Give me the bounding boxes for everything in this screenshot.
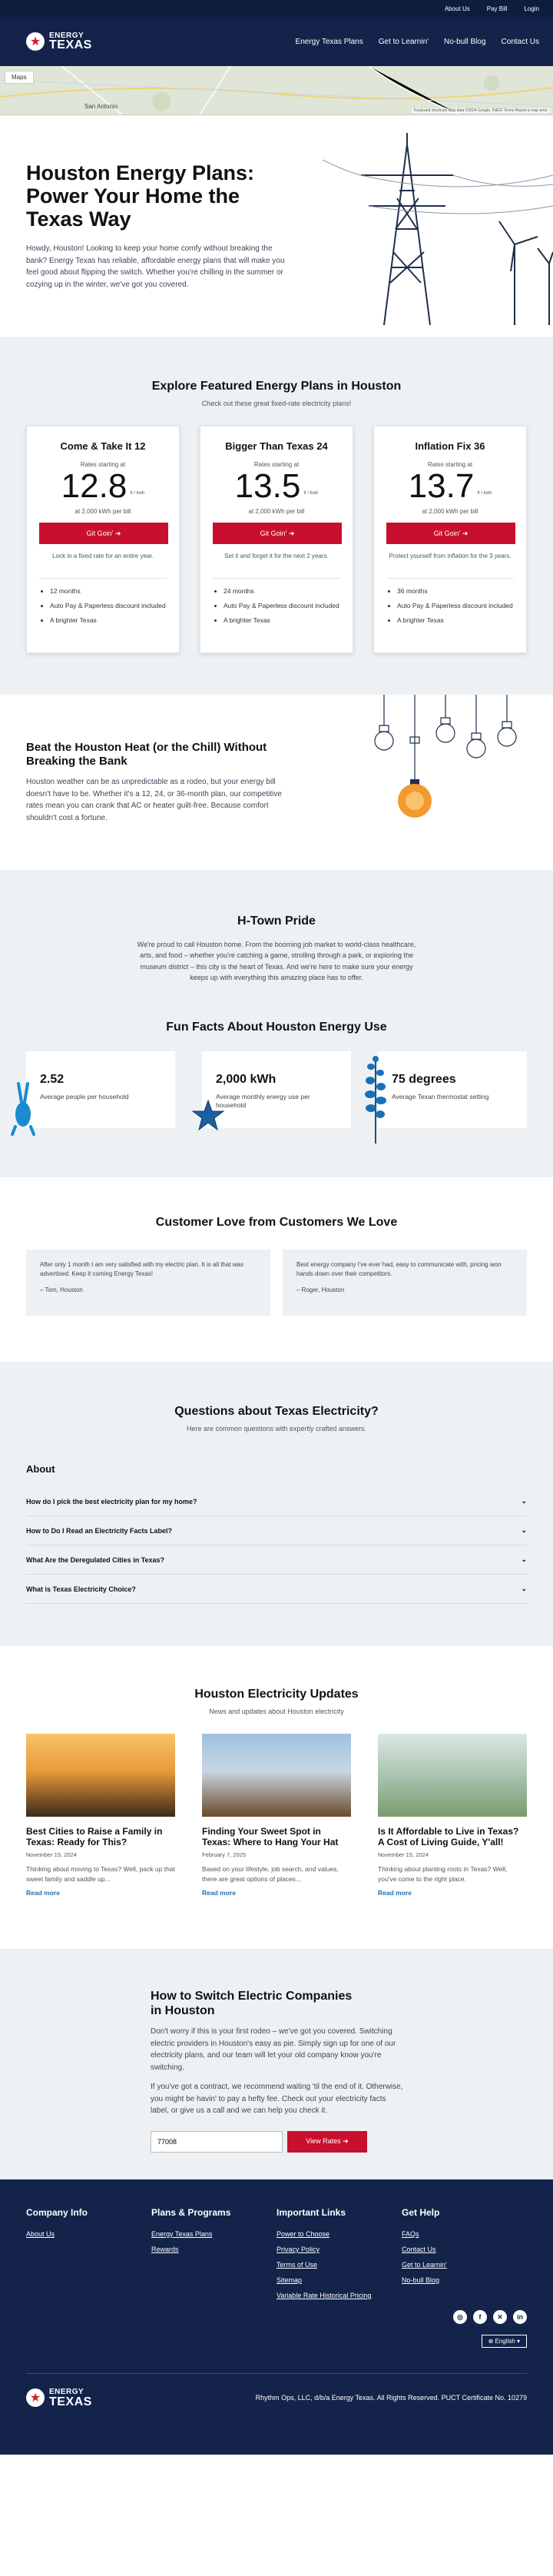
button-label: Git Goin' — [86, 529, 114, 537]
footer-column — [26, 2207, 151, 2307]
rate-basis: at 2,000 kWh per bill — [248, 508, 305, 515]
rate-basis: at 2,000 kWh per bill — [75, 508, 131, 515]
rate-label: Rates starting at — [427, 461, 473, 468]
x-icon[interactable]: ✕ — [493, 2310, 507, 2324]
logo-line2: TEXAS — [49, 2395, 92, 2408]
plan-feature: • Auto Pay & Paperless discount included — [397, 601, 514, 611]
footer-link[interactable]: Terms of Use — [276, 2261, 318, 2269]
utility-bar — [0, 0, 553, 17]
post-title[interactable]: Finding Your Sweet Spot in Texas: Where to Hang Your Hat — [202, 1826, 339, 1848]
post-excerpt: Thinking about planting roots in Texas? Well, you've come to the right place. — [378, 1864, 508, 1883]
nav-plans[interactable]: Energy Texas Plans — [295, 37, 363, 46]
fact-value: 2,000 kWh — [216, 1072, 276, 1086]
footer-link[interactable]: Energy Texas Plans — [151, 2230, 213, 2238]
hero-title: Houston Energy Plans: Power Your Home the Texas Way — [26, 161, 255, 231]
rate-value: 13.5 — [234, 467, 301, 505]
logo-line1: ENERGY — [49, 31, 84, 40]
faq-question[interactable] — [26, 1516, 527, 1545]
heat-body: Houston weather can be as unpredictable as a rodeo, but your energy bill doesn't have to be. Whether it's a 12, 24, or 36-month plan, our competitive rates mean you can crank that AC or heater guilt-free. Because comfort shouldn't cost a fortune. — [26, 778, 282, 822]
switch-body-2: If you've got a contract, we recommend waiting 'til the end of it. Otherwise, you might be havin' to pay a hefty fee. Check out your electricity facts label, or give us a call and we can help you check it. — [151, 2083, 403, 2116]
arrow-icon: ➜ — [288, 529, 295, 537]
divider — [386, 578, 514, 579]
chevron-down-icon: ▾ — [516, 2338, 520, 2345]
plan-description: Set it and forget it for the next 2 years. — [224, 553, 329, 559]
footer-logo[interactable] — [26, 2388, 92, 2408]
fact-card — [378, 1051, 527, 1128]
pride-title: H-Town Pride — [237, 915, 316, 928]
button-label: View Rates — [306, 2137, 341, 2146]
faq-question[interactable] — [26, 1575, 527, 1604]
footer-link[interactable]: Variable Rate Historical Pricing — [276, 2292, 372, 2299]
footer-link[interactable]: Get to Learnin' — [402, 2261, 447, 2269]
rate-unit: ¢ / kwh — [477, 491, 492, 496]
main-nav — [0, 17, 553, 66]
read-more-link[interactable]: Read more — [202, 1888, 236, 1897]
rate-value: 13.7 — [408, 467, 475, 505]
fact-label: Average monthly energy use per household — [216, 1092, 310, 1110]
plan-feature: • 24 months — [224, 586, 340, 596]
map-type-button[interactable]: Maps — [5, 71, 34, 84]
map-embed[interactable] — [0, 66, 553, 115]
testimonials-title: Customer Love from Customers We Love — [155, 1216, 398, 1229]
testimonial-author: – Roger, Houston — [296, 1286, 345, 1293]
switch-body-1: Don't worry if this is your first rodeo – we've got you covered. Switching electric providers in Houston's easy as pie. Simply sign up for one of our electricity plans, and our team will let your old company know you're switching. — [151, 2027, 396, 2072]
plan-name: Bigger Than Texas 24 — [225, 440, 328, 452]
light-bulbs-illustration — [369, 695, 522, 848]
power-tower-illustration — [323, 129, 553, 329]
chevron-down-icon: ⌄ — [521, 1526, 527, 1534]
faq-question-text: What Are the Deregulated Cities in Texas? — [26, 1555, 165, 1564]
fact-card — [202, 1051, 351, 1128]
button-label: Git Goin' — [433, 529, 461, 537]
footer-divider — [26, 2373, 527, 2374]
arrow-icon: ➜ — [343, 2137, 349, 2146]
divider — [39, 578, 167, 579]
heat-title: Beat the Houston Heat (or the Chill) Without Breaking the Bank — [26, 741, 267, 768]
switch-section — [0, 1949, 553, 2179]
post-image[interactable] — [378, 1734, 527, 1817]
map-city-label: San Antonio — [84, 103, 118, 110]
updates-section — [0, 1646, 553, 1949]
footer-link[interactable]: Sitemap — [276, 2276, 303, 2284]
footer-heading: Get Help — [402, 2207, 440, 2218]
footer-link[interactable]: Power to Choose — [276, 2230, 330, 2238]
plan-feature: • Auto Pay & Paperless discount included — [224, 601, 340, 611]
fact-value: 2.52 — [40, 1072, 65, 1086]
chevron-down-icon: ⌄ — [521, 1497, 527, 1505]
nav-learnin[interactable]: Get to Learnin' — [378, 37, 429, 46]
testimonial-card — [283, 1250, 527, 1316]
faq-category: About — [26, 1463, 55, 1475]
testimonial-quote: After only 1 month I am very satisfied with my electric plan. It is all that was advertised. Keep it coming Energy Texas! — [40, 1261, 243, 1278]
updates-subtitle: News and updates about Houston electricity — [209, 1708, 344, 1715]
star-icon: ★ — [26, 2388, 45, 2407]
bluebonnet-icon — [363, 1051, 389, 1147]
footer — [0, 2179, 553, 2455]
plan-feature: • Auto Pay & Paperless discount included — [50, 601, 167, 611]
logo-line2: TEXAS — [49, 38, 92, 52]
plan-description: Protect yourself from inflation for the 3 years. — [389, 553, 512, 559]
logo[interactable] — [26, 32, 92, 51]
testimonial-author: – Tom, Houston — [40, 1286, 83, 1293]
heat-section — [0, 695, 553, 870]
plan-feature: • 12 months — [50, 586, 167, 596]
switch-title: How to Switch Electric Companies in Houston — [151, 1990, 353, 2018]
testimonials-section — [0, 1177, 553, 1362]
divider — [213, 578, 340, 579]
faq-question-text: What is Texas Electricity Choice? — [26, 1585, 136, 1593]
chevron-down-icon: ⌄ — [521, 1555, 527, 1563]
footer-column — [276, 2207, 402, 2307]
pride-section — [0, 870, 553, 1177]
footer-column — [151, 2207, 276, 2307]
rate-basis: at 2,000 kWh per bill — [422, 508, 478, 515]
plan-feature: • 36 months — [397, 586, 514, 596]
plan-name: Come & Take It 12 — [60, 440, 146, 452]
faq-title: Questions about Texas Electricity? — [174, 1405, 379, 1418]
fact-value: 75 degrees — [392, 1072, 456, 1086]
plan-description: Lock in a fixed rate for an entire year. — [52, 553, 154, 559]
rate-value: 12.8 — [61, 467, 127, 505]
hero-body: Howdy, Houston! Looking to keep your home comfy without breaking the bank? Energy Texas has reliable, affordable energy plans that will make you feel good about flipping the switch. Whether you're chilling in the summer or cozying up in the winter, we've got you covered. — [26, 244, 285, 289]
pay-bill-link[interactable]: Pay Bill — [486, 5, 508, 12]
post-date: November 15, 2024 — [378, 1851, 429, 1858]
bluebonnet-rabbit-icon — [9, 1082, 40, 1136]
faq-question-text: How do I pick the best electricity plan for my home? — [26, 1497, 197, 1505]
plan-card — [373, 426, 527, 653]
rate-label: Rates starting at — [80, 461, 126, 468]
blog-post-card[interactable] — [26, 1734, 175, 1897]
footer-link[interactable]: Privacy Policy — [276, 2246, 320, 2253]
rate-unit: ¢ / kwh — [130, 491, 145, 496]
fact-label: Average people per household — [40, 1092, 129, 1100]
blog-post-card[interactable] — [378, 1734, 527, 1897]
faq-subtitle: Here are common questions with expertly crafted answers. — [186, 1425, 367, 1432]
arrow-icon: ➜ — [114, 529, 121, 537]
post-title[interactable]: Is It Affordable to Live in Texas? A Cost of Living Guide, Y'all! — [378, 1826, 519, 1848]
rate-unit: ¢ / kwh — [303, 491, 319, 496]
star-icon: ★ — [26, 32, 45, 51]
view-rates-button[interactable] — [287, 2131, 367, 2153]
nav-contact[interactable]: Contact Us — [501, 37, 539, 46]
zip-code-input[interactable] — [151, 2131, 283, 2153]
post-date: February 7, 2025 — [202, 1851, 247, 1858]
testimonial-card — [26, 1250, 270, 1316]
plan-card — [26, 426, 180, 653]
git-goin-button[interactable] — [39, 523, 168, 544]
plan-card — [200, 426, 353, 653]
linkedin-icon[interactable]: in — [513, 2310, 527, 2324]
footer-column — [402, 2207, 527, 2307]
plans-section — [0, 337, 553, 695]
language-value: English — [495, 2338, 515, 2345]
post-date: November 15, 2024 — [26, 1851, 77, 1858]
footer-heading: Important Links — [276, 2207, 346, 2218]
map-attribution: Keyboard shortcuts Map data ©2024 Google, INEGI Terms Report a map error — [412, 108, 550, 113]
about-us-link[interactable]: About Us — [444, 5, 470, 12]
plan-name: Inflation Fix 36 — [415, 440, 485, 452]
git-goin-button[interactable] — [386, 523, 515, 544]
chevron-down-icon: ⌄ — [521, 1585, 527, 1592]
rate-label: Rates starting at — [253, 461, 300, 468]
plan-feature: • A brighter Texas — [397, 616, 514, 626]
button-label: Git Goin' — [260, 529, 287, 537]
post-excerpt: Based on your lifestyle, job search, and values, there are great options of places... — [202, 1864, 339, 1883]
facts-title: Fun Facts About Houston Energy Use — [166, 1020, 387, 1034]
footer-link[interactable]: FAQs — [402, 2230, 419, 2238]
plan-feature: • A brighter Texas — [50, 616, 167, 626]
footer-link[interactable]: No-bull Blog — [402, 2276, 440, 2284]
testimonial-quote: Best energy company I've ever had, easy to communicate with, pricing won hands down over their competitors. — [296, 1261, 502, 1278]
footer-link[interactable]: Rewards — [151, 2246, 179, 2253]
arrow-icon: ➜ — [462, 529, 469, 537]
read-more-link[interactable]: Read more — [378, 1888, 412, 1897]
globe-icon: ⊕ — [488, 2338, 494, 2345]
post-image[interactable] — [202, 1734, 351, 1817]
footer-heading: Plans & Programs — [151, 2207, 231, 2218]
logo-line1: ENERGY — [49, 2388, 84, 2396]
footer-heading: Company Info — [26, 2207, 88, 2218]
post-title[interactable]: Best Cities to Raise a Family in Texas: Ready for This? — [26, 1826, 163, 1848]
blog-post-card[interactable] — [202, 1734, 351, 1897]
login-link[interactable]: Login — [524, 5, 539, 12]
faq-question[interactable] — [26, 1487, 527, 1516]
star-icon — [191, 1099, 225, 1133]
faq-question-text: How to Do I Read an Electricity Facts Label? — [26, 1526, 173, 1535]
facebook-icon[interactable]: f — [473, 2310, 487, 2324]
footer-link[interactable]: About Us — [26, 2230, 55, 2238]
plans-subtitle: Check out these great fixed-rate electricity plans! — [201, 400, 352, 407]
nav-blog[interactable]: No-bull Blog — [444, 37, 486, 46]
plan-feature: • A brighter Texas — [224, 616, 340, 626]
git-goin-button[interactable] — [213, 523, 342, 544]
fact-card — [26, 1051, 175, 1128]
post-excerpt: Thinking about moving to Texas? Well, pack up that sweet family and saddle up... — [26, 1864, 175, 1883]
pride-body: We're proud to call Houston home. From the booming job market to world-class healthcare, arts, and food – whether you're catching a game, strolling through a park, or exploring the museum district – this city is the heart of Texas. And we're here to make sure your energy keeps up with everything this amazing place has to offer. — [137, 941, 416, 982]
post-image[interactable] — [26, 1734, 175, 1817]
copyright: Rhythm Ops, LLC, d/b/a Energy Texas. All Rights Reserved. PUCT Certificate No. 10279 — [255, 2394, 527, 2402]
hero-section — [0, 115, 553, 337]
updates-title: Houston Electricity Updates — [194, 1688, 359, 1701]
language-select[interactable] — [482, 2335, 527, 2348]
instagram-icon[interactable]: ◎ — [453, 2310, 467, 2324]
footer-link[interactable]: Contact Us — [402, 2246, 436, 2253]
plans-title: Explore Featured Energy Plans in Houston — [151, 380, 402, 393]
faq-section — [0, 1362, 553, 1646]
fact-label: Average Texan thermostat setting — [392, 1092, 489, 1100]
social-links — [453, 2310, 527, 2324]
faq-question[interactable] — [26, 1545, 527, 1575]
read-more-link[interactable]: Read more — [26, 1888, 60, 1897]
